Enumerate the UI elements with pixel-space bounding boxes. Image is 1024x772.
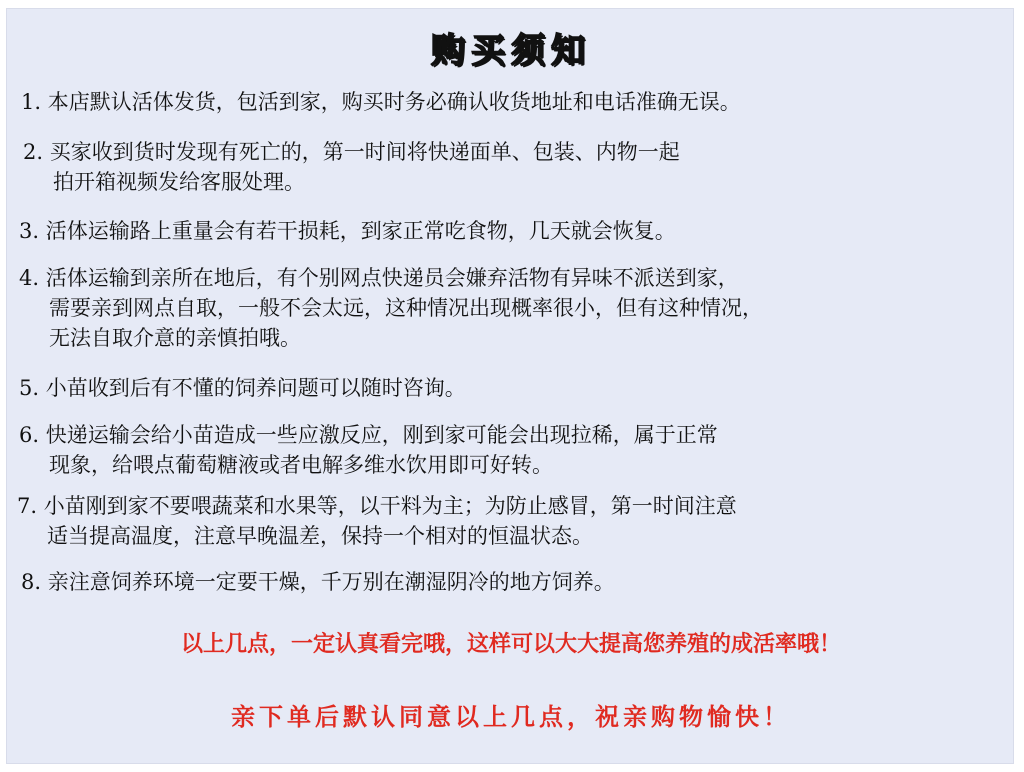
rule-item-6	[19, 420, 718, 480]
agreement-notice: 亲下单后默认同意以上几点，祝亲购物愉快！	[231, 702, 791, 731]
rule-item-5	[19, 373, 466, 403]
rule-8-line-1: 8. 亲注意饲养环境一定要干燥，千万别在潮湿阴冷的地方饲养。	[21, 570, 615, 594]
rule-4-line-2: 需要亲到网点自取，一般不会太远，这种情况出现概率很小，但有这种情况，	[49, 296, 763, 320]
rule-item-3	[19, 216, 676, 246]
rule-4-line-1: 4. 活体运输到亲所在地后，有个别网点快递员会嫌弃活物有异味不派送到家，	[19, 266, 739, 290]
rule-item-1	[21, 87, 741, 117]
rule-7-line-2: 适当提高温度，注意早晚温差，保持一个相对的恒温状态。	[47, 524, 593, 548]
rule-6-line-2: 现象，给喂点葡萄糖液或者电解多维水饮用即可好转。	[49, 453, 553, 477]
rule-item-4	[19, 263, 763, 353]
rule-6-line-1: 6. 快递运输会给小苗造成一些应激反应，刚到家可能会出现拉稀，属于正常	[19, 423, 718, 447]
rule-item-8	[21, 567, 615, 597]
rule-5-line-1: 5. 小苗收到后有不懂的饲养问题可以随时咨询。	[19, 376, 466, 400]
page-title: 购买须知	[431, 31, 591, 71]
rule-3-line-1: 3. 活体运输路上重量会有若干损耗，到家正常吃食物，几天就会恢复。	[19, 219, 676, 243]
rule-item-2	[23, 137, 680, 197]
rule-1-line-1: 1. 本店默认活体发货，包活到家，购买时务必确认收货地址和电话准确无误。	[21, 90, 741, 114]
rule-7-line-1: 7. 小苗刚到家不要喂蔬菜和水果等，以干料为主；为防止感冒，第一时间注意	[17, 494, 737, 518]
rule-4-line-3: 无法自取介意的亲慎拍哦。	[49, 326, 301, 350]
rule-item-7	[17, 491, 737, 551]
rule-2-line-2: 拍开箱视频发给客服处理。	[53, 170, 305, 194]
rule-2-line-1: 2. 买家收到货时发现有死亡的，第一时间将快递面单、包装、内物一起	[23, 140, 680, 164]
notice-sheet	[6, 8, 1014, 764]
important-notice: 以上几点，一定认真看完哦，这样可以大大提高您养殖的成活率哦！	[180, 632, 841, 657]
